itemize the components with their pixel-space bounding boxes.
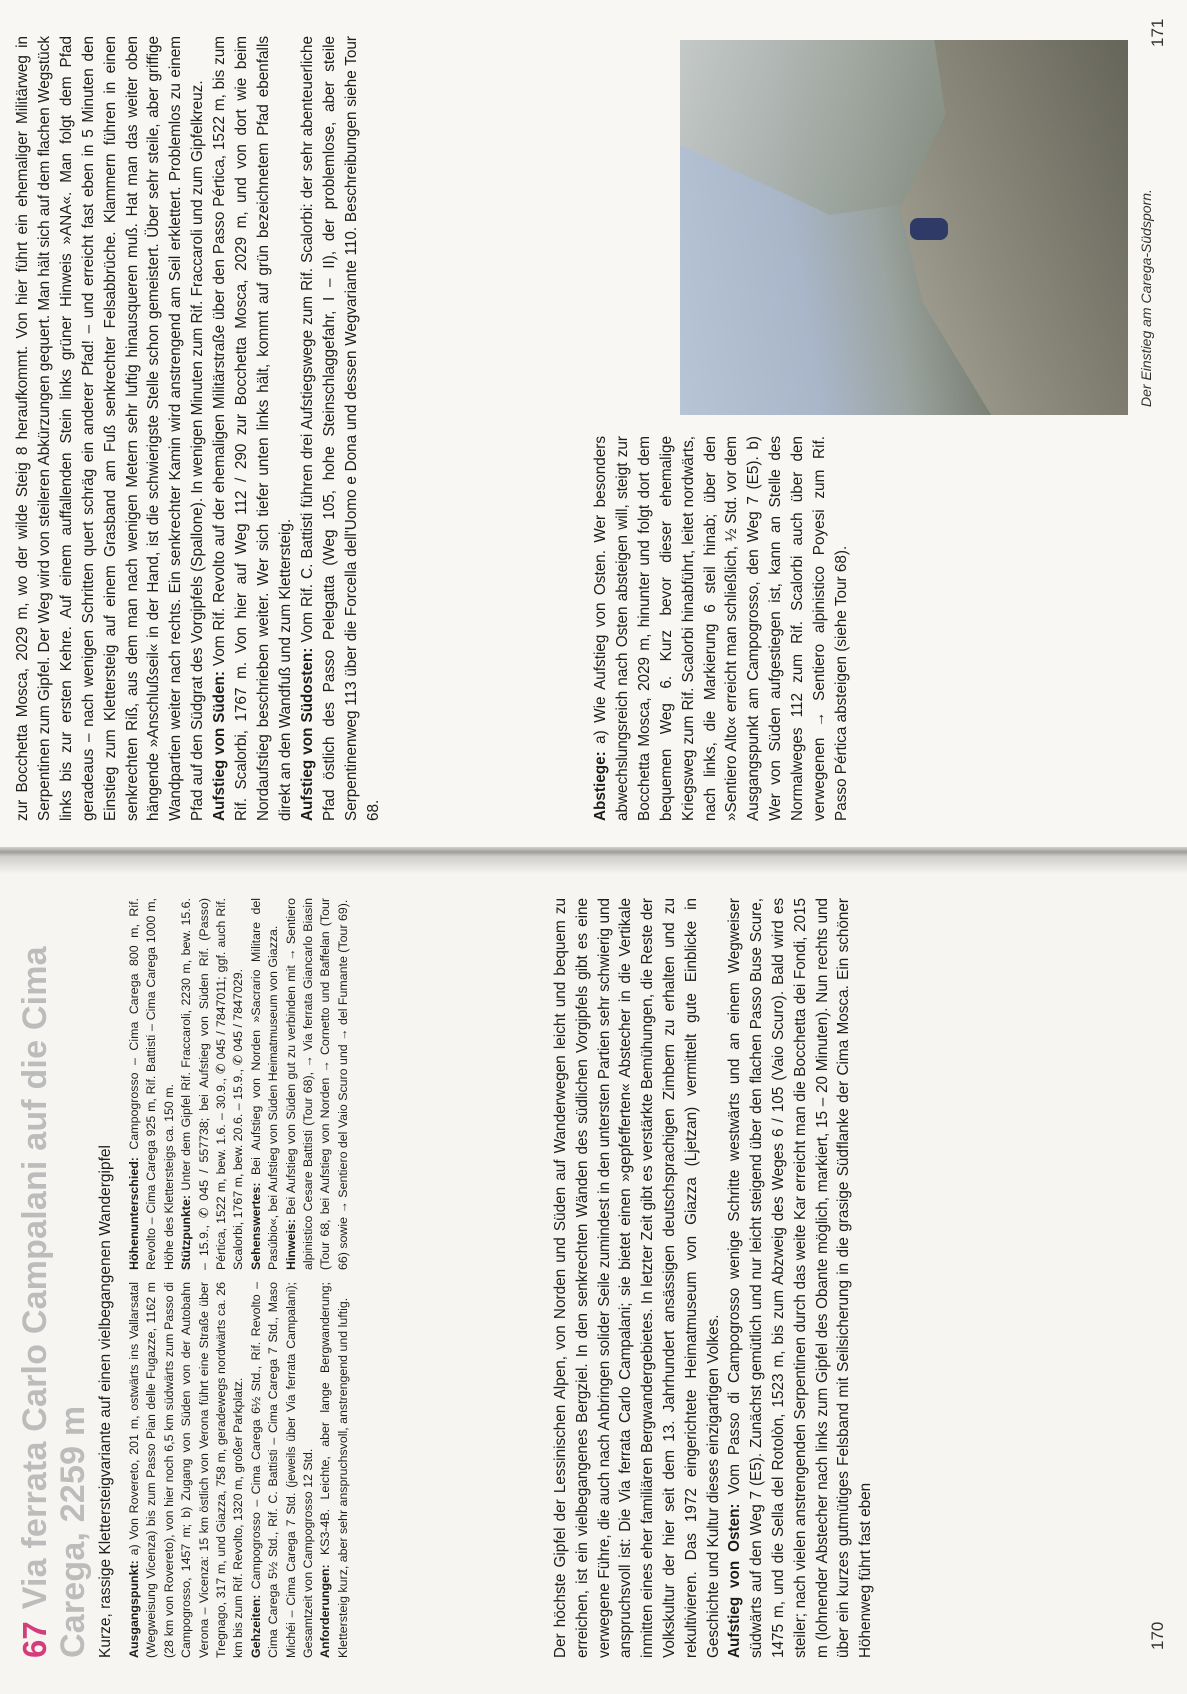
tour-subtitle: Kurze, rassige Klettersteigvariante auf einen vielbegangenen Wandergipfel xyxy=(97,1145,114,1658)
hoehenunterschied-text: Campogrosso – Cima Carega 800 m, Rif. Revolto – Cima Carega 925 m, Rif. Battisti – Cima Carega 1000 m, Höhe des Klettersteigs ca. 150 m. xyxy=(127,898,176,1270)
gehzeiten-label: Gehzeiten: xyxy=(248,1594,263,1658)
climber-figure xyxy=(910,218,948,240)
abstiege-label: Abstiege: xyxy=(592,751,609,821)
route-paragraph: zur Bocchetta Mosca, 2029 m, wo der wilde Steig 8 heraufkommt. Von hier führt ein ehemaliger Militärweg in Serpentinen zum Gipfel. Der Weg wird von steileren Abkürzungen gequert. Man hält sich auf dem flachen Wegstück links bis zur ersten Kehre. Auf einem auffallenden Stein links grüner Hinweis »ANA«. Man folgt dem Pfad geradeaus – nach wenigen Schritten quert schräg ein anderer Pfad! – und erreicht fast eben in 5 Minuten den Einstieg zum Klettersteig auf einem Grasband am Fuß senkrechter Felsabbrüche. Klammern führen in einen senkrechten Riß, aus dem man nach wenigen Metern sehr luftig hinausqueren muß. Hat man das weiter oben hängende »Anschlußseil« in der Hand, ist die schwierigste Stelle schon gemeistert. Über sehr steile, aber griffige Wandpartien weiter nach rechts. Ein senkrechter Kamin wird anstrengend am Seil erklettert. Problemlos zu einem Pfad auf den Südgrat des Vorgipfels (Spallone). In wenigen Minuten zum Rif. Fraccaroli und zum Gipfelkreuz. xyxy=(14,36,207,821)
route-description xyxy=(12,36,384,821)
gehzeiten-text: Campogrosso – Cima Carega 6½ Std., Rif. Revolto – Cima Carega 5½ Std., Rif. C. Battisti – Cima Carega 7 Std., Maso Michéi – Cima Carega 7 Std. (jeweils über Via ferrata Campalani); Gesamtzeit von Campogrosso 12 Std. xyxy=(248,1282,316,1658)
main-description xyxy=(550,898,877,1658)
climbing-photo xyxy=(680,40,1128,415)
sehenswertes-label: Sehenswertes: xyxy=(248,1182,263,1270)
hinweis-label: Hinweis: xyxy=(283,1219,298,1270)
stuetzpunkte-label: Stützpunkte: xyxy=(179,1194,194,1270)
left-page xyxy=(0,859,1187,1694)
page-number-right: 171 xyxy=(1148,18,1167,47)
anforderungen-label: Anforderungen: xyxy=(318,1564,333,1658)
aufstieg-sueden-label: Aufstieg von Süden: xyxy=(211,671,229,821)
stuetzpunkte-text: Unter dem Gipfel Rif. Fraccaroli, 2230 m, bew. 15.6. – 15.9., ✆ 045 / 557738; bei Aufstieg von Süden Rif. (Passo) Pértica, 1522 m, bew. 1.6. – 30.9., ✆ 045 / 7847011; ggf. auch Rif. Scalorbi, 1767 m, bew. 20.6. – 15.9., ✆ 045 / 7847029. xyxy=(179,898,246,1270)
tour-heading xyxy=(16,878,92,1658)
tour-title: Via ferrata Carlo Campalani auf die Cima Carega, 2259 m xyxy=(16,946,92,1658)
aufstieg-sueden-paragraph xyxy=(209,36,297,821)
aufstieg-suedosten-text: Vom Rif. C. Battisti führen drei Aufstiegswege zum Rif. Scalorbi: der sehr abenteuerliche Pfad östlich des Passo Pelegatta (Weg 105, hohe Steinschlaggefahr, I – II), der problemlose, aber steile Serpentinenweg 113 über die Forcella dell'Uomo e Dona und dessen Wegvariante 110. Beschreibungen siehe Tour 68. xyxy=(298,36,382,821)
aufstieg-osten-label: Aufstieg von Osten: xyxy=(726,1503,744,1658)
anforderungen-text: KS3-4B. Leichte, aber lange Bergwanderung; Klettersteig kurz, aber sehr anspruchsvoll, anstrengend und luftig. xyxy=(318,1282,350,1658)
sehenswertes-text: Bei Aufstieg von Norden »Sacrario Militare del Pasúbio«, bei Aufstieg von Süden Heimatmuseum von Giazza. xyxy=(248,898,281,1270)
aufstieg-suedosten-paragraph xyxy=(297,36,385,821)
info-column-2 xyxy=(126,898,352,1270)
aufstieg-osten-text: Vom Passo di Campogrosso wenige Schritte westwärts und an einem Wegweiser südwärts auf den Weg 7 (E5). Zunächst gemütlich und nur leicht steigend über den flachen Passo Buse Scure, 1475 m, und die Sella del Rotolòn, 1523 m, bis zum Abzweig des Weges 6 / 105 (Vaio Scuro). Bald wird es steiler; nach vielen anstrengenden Serpentinen durch das weite Kar erreicht man die Bocchetta dei Fondi, 2015 m (lohnender Abstecher nach links zum Gipfel des Obante möglich, markiert, 15 – 20 Minuten). Nun rechts und über ein kurzes gutmütiges Felsband mit Seilsicherung in die grasige Südflanke der Cima Mosca. Ein schöner Höhenweg führt fast eben xyxy=(726,897,875,1658)
info-column-1 xyxy=(126,1282,352,1658)
intro-paragraph: Der höchste Gipfel der Lessinischen Alpen, von Norden und Süden auf Wanderwegen leicht und bequem zu erreichen, ist ein vielbegangenes Bergziel. In den senkrechten Wänden des südlichen Vorgipfels gibt es eine verwegene Führe, die auch nach Anbringen solider Seile zumindest in den untersten Partien sehr schwierig und anspruchsvoll ist: Die Via ferrata Carlo Campalani; sie bietet einen »gepfefferten« Abstecher in die Vertikale inmitten eines eher familiären Bergwandergebietes. In letzter Zeit gibt es verstärkte Bemühungen, die Reste der Volkskultur der hier seit dem 13. Jahrhundert ansässigen deutschsprachigen Zimbern zu erhalten und zu rekultivieren. Das 1972 eingerichtete Heimatmuseum von Giazza (Ljetzan) vermittelt gute Einblicke in Geschichte und Kultur dieses einzigartigen Volkes. xyxy=(552,898,722,1658)
ausgangspunkt-text: a) Von Rovereto, 201 m, ostwärts ins Vallarsatal (Wegweisung Vicenza) bis zum Passo Pian delle Fugazze, 1162 m (28 km von Rovereto), von hier noch 6,5 km südwärts zum Passo di Campogrosso, 1457 m; b) Zugang von Süden von der Autobahn Verona – Vicenza: 15 km östlich von Verona führt eine Straße über Tregnago, 317 m, und Giazza, 758 m, geradewegs nordwärts ca. 26 km bis zum Rif. Revolto, 1320 m, großer Parkplatz. xyxy=(127,1282,246,1658)
aufstieg-suedosten-label: Aufstieg von Südosten: xyxy=(298,647,316,821)
abstiege-paragraph xyxy=(590,436,853,821)
hoehenunterschied-label: Höhenunterschied: xyxy=(127,1157,141,1270)
photo-caption: Der Einstieg am Carega-Südsporn. xyxy=(1138,189,1154,407)
abstiege-section xyxy=(590,436,853,821)
ausgangspunkt-label: Ausgangspunkt: xyxy=(127,1560,141,1658)
tour-number: 67 xyxy=(16,1621,53,1658)
aufstieg-osten-paragraph xyxy=(724,898,877,1658)
page-number-left: 170 xyxy=(1148,1621,1167,1650)
hinweis-text: Bei Aufstieg von Süden gut zu verbinden mit → Sentiero alpinistico Cesare Battisti (Tour 68), → Via ferrata Giancarlo Biasin (Tour 68, bei Aufstieg von Norden → Cornetto und Baffelan (Tour 66) sowie → Sentiero del Vaio Scuro und → del Fumante (Tour 69). xyxy=(283,897,350,1270)
aufstieg-sueden-text: Vom Rif. Revolto auf der ehemaligen Militärstraße über den Passo Pértica, 1522 m, bis zum Rif. Scalorbi, 1767 m. Von hier auf Weg 112 / 290 zur Bocchetta Mosca, 2029 m, und von dort wie beim Nordaufstieg beschrieben weiter. Wer sich tiefer unten links hält, kommt auf grün bezeichnetem Pfad ebenfalls direkt an den Wandfuß und zum Klettersteig. xyxy=(211,35,294,821)
abstiege-text: a) Wie Aufstieg von Osten. Wer besonders abwechslungsreich nach Osten absteigen will, steigt zur Bocchetta Mosca, 2029 m, hinunter und folgt dort dem bequemen Weg 6. Kurz bevor dieser ehemalige Kriegsweg zum Rif. Scalorbi hinabführt, leitet nordwärts, nach links, die Markierung 6 steil hinab; über den »Sentiero Alto« erreicht man schließlich, ½ Std. vor dem Ausgangspunkt am Campogrosso, den Weg 7 (E5). b) Wer von Süden aufgestiegen ist, kann an Stelle des Normalweges 112 zum Rif. Scalorbi auch über den verwegenen → Sentiero alpinistico Poyesi zum Rif. Passo Pértica absteigen (siehe Tour 68). xyxy=(592,435,850,821)
